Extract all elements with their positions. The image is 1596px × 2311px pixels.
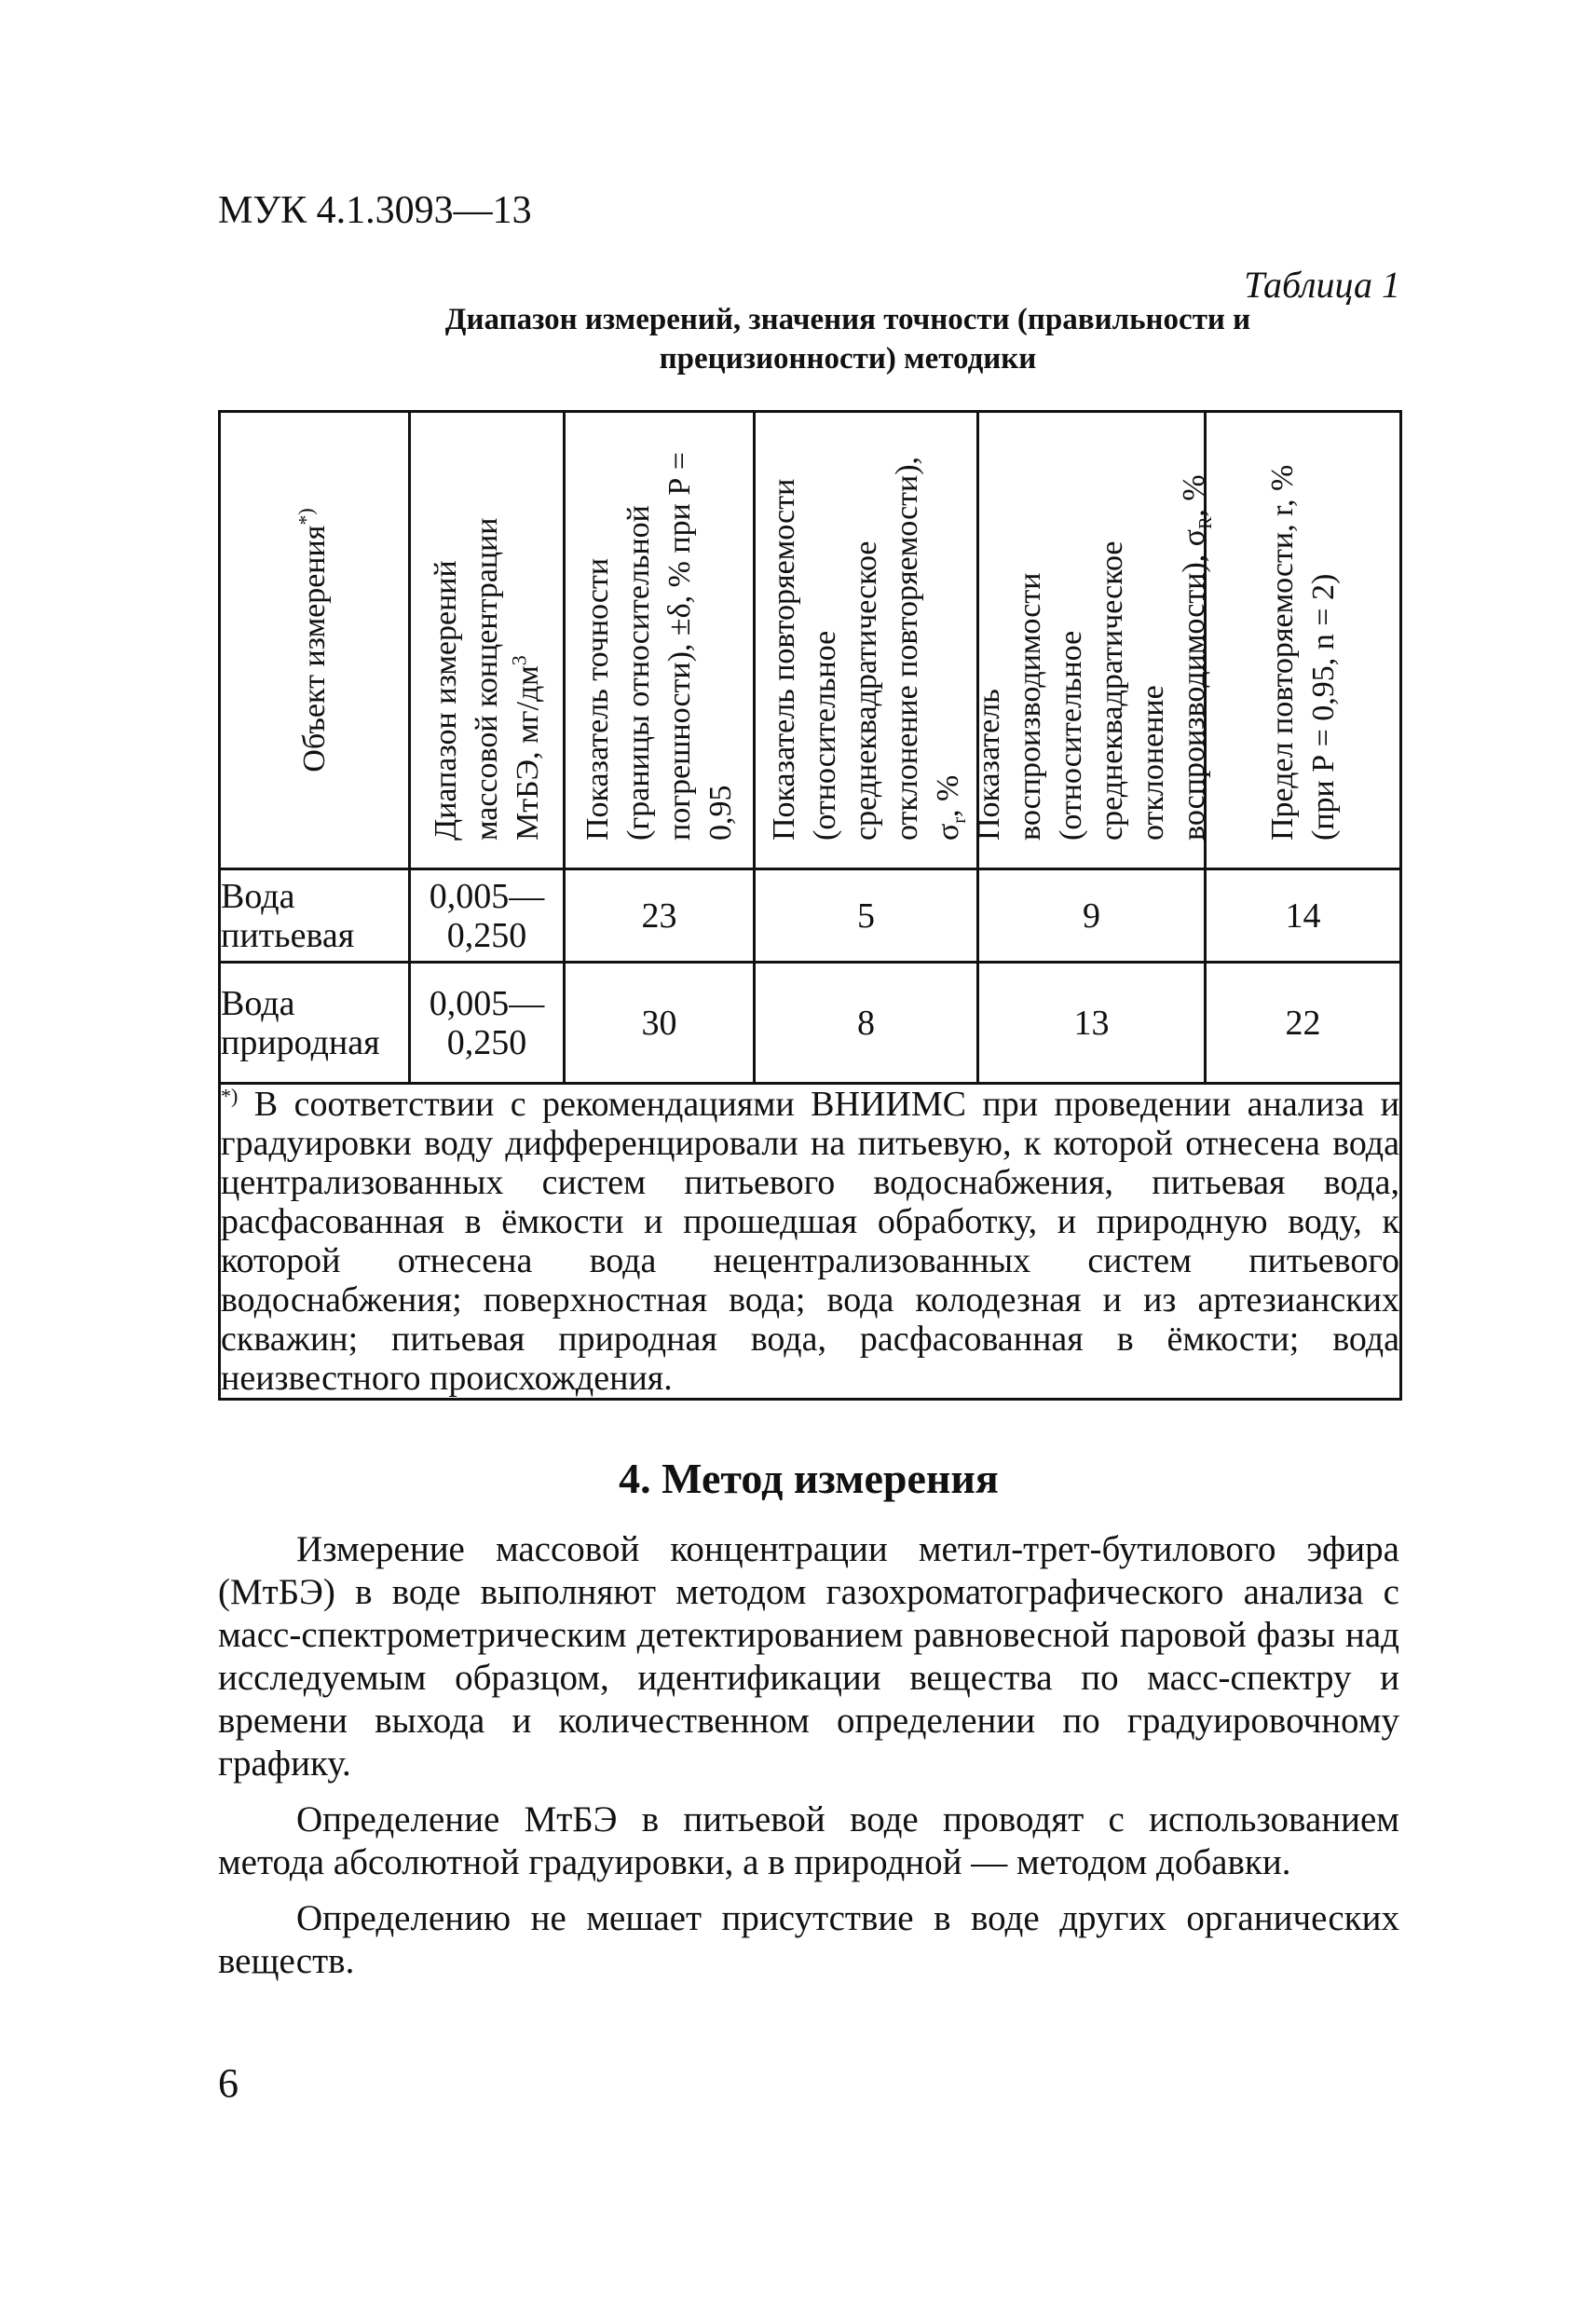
paragraph: Определение МтБЭ в питьевой воде проводят с использованием метода абсолютной градуировки, а в природной — методом добавки. — [218, 1799, 1399, 1882]
page-number: 6 — [218, 2060, 239, 2106]
header-accuracy: Показатель точности (границы относительной погрешности), ±δ, % при Р = 0,95 — [565, 412, 755, 869]
table-title: Диапазон измерений, значения точности (правильности и прецизионности) методики — [444, 303, 1251, 376]
header-reproducibility: Показатель воспроизводимости (относительное среднеквадратическое отклонение воспроизводимости), $\sigma_R$, % — [978, 412, 1206, 869]
header-repeatability: Показатель повторяемости (относительное среднеквадратическое отклонение повторяемости), $\sigma_r$, % — [755, 412, 978, 869]
table-row — [220, 869, 1401, 963]
header-limit: Предел повторяемости, r, % (при Р = 0,95, n = 2) — [1206, 412, 1401, 869]
cell-repeatability: 5 — [755, 869, 978, 963]
document-code: МУК 4.1.3093—13 — [218, 189, 532, 232]
accuracy-table — [218, 410, 1402, 1401]
paragraph: Определению не мешает присутствие в воде других органических веществ. — [218, 1898, 1399, 1981]
section-heading: 4. Метод измерения — [619, 1455, 999, 1502]
cell-object: Вода природная — [220, 963, 410, 1084]
cell-accuracy: 30 — [565, 963, 755, 1084]
table-header-row — [220, 412, 1401, 869]
cell-range: 0,005— 0,250 — [410, 963, 565, 1084]
cell-object: Вода питьевая — [220, 869, 410, 963]
table-footnote: *) В соответствии с рекомендациями ВНИИМС при проведении анализа и градуировки воду дифференцировали на питьевую, к которой отнесена вода централизованных систем питьевого водоснабжения, питьевая вода, расфасованная в ёмкости и прошедшая обработку, и природную воду, к которой отнесена вода нецентрализованных систем питьевого водоснабжения; поверхностная вода; вода колодезная и из артезианских скважин; питьевая природная вода, расфасованная в ёмкости; вода неизвестного происхождения. — [221, 1084, 1399, 1398]
cell-range: 0,005— 0,250 — [410, 869, 565, 963]
cell-reproducibility: 13 — [978, 963, 1206, 1084]
table-footnote-row — [220, 1084, 1401, 1400]
cell-limit: 14 — [1206, 869, 1401, 963]
section-body — [218, 1528, 1399, 1996]
header-object: Объект измерения*) — [220, 412, 410, 869]
table-label: Таблица 1 — [1244, 264, 1400, 306]
table-row — [220, 963, 1401, 1084]
header-range: Диапазон измерений массовой концентрации МтБЭ, $мг/дм^3$ — [410, 412, 565, 869]
cell-reproducibility: 9 — [978, 869, 1206, 963]
paragraph: Измерение массовой концентрации метил-трет-бутилового эфира (МтБЭ) в воде выполняют методом газохроматографического анализа с масс-спектрометрическим детектированием равновесной паровой фазы над исследуемым образцом, идентификации вещества по масс-спектру и времени выхода и количественном определении по градуировочному графику. — [218, 1529, 1399, 1784]
cell-limit: 22 — [1206, 963, 1401, 1084]
cell-accuracy: 23 — [565, 869, 755, 963]
cell-repeatability: 8 — [755, 963, 978, 1084]
